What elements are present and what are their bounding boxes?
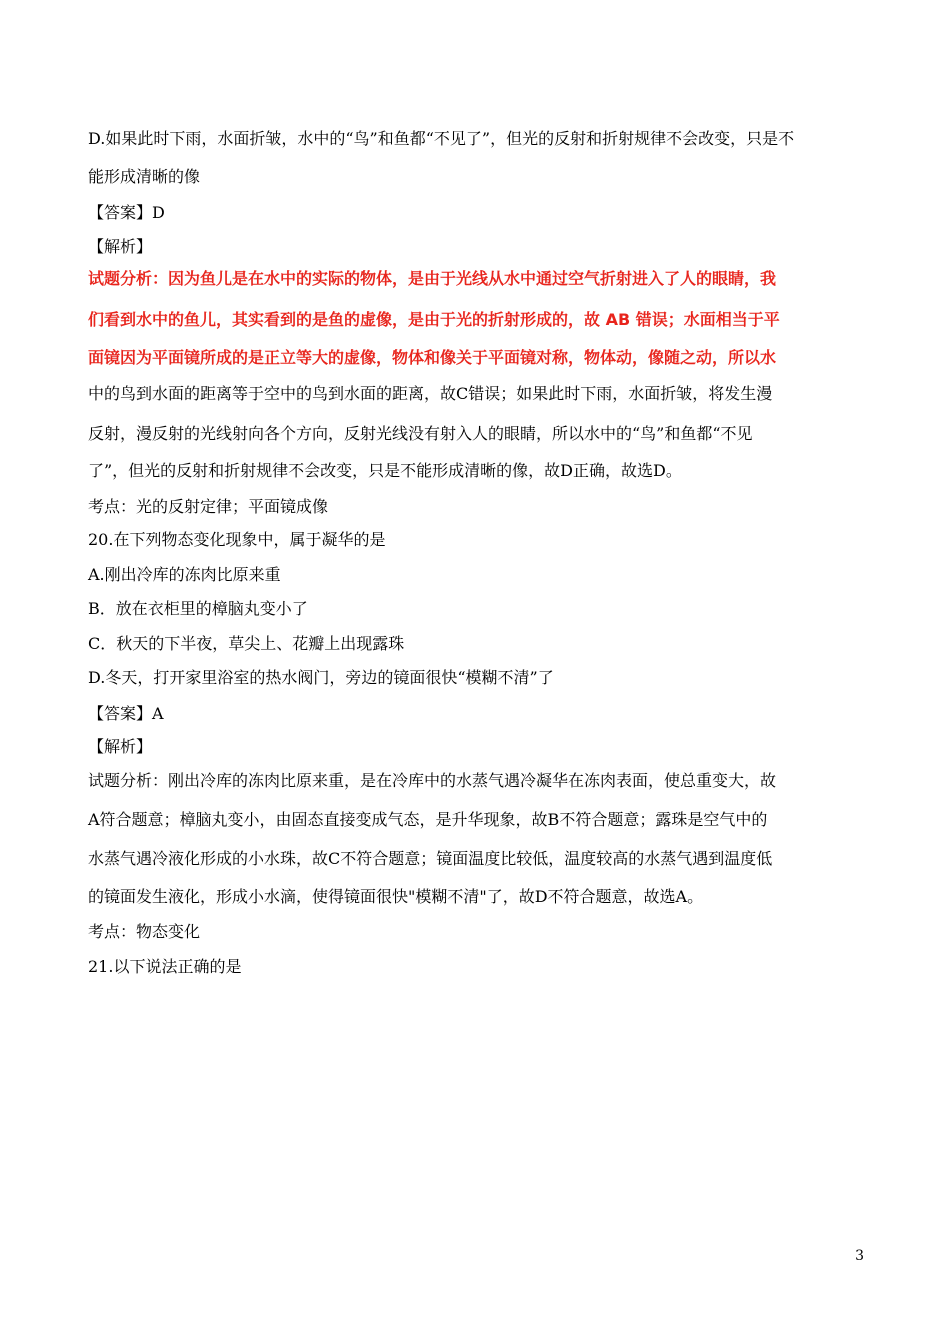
q20-analysis-line: 试题分析：刚出冷库的冻肉比原来重，是在冷库中的水蒸气遇冷凝华在冻肉表面，使总重变大，故 <box>88 771 777 790</box>
q19-analysis-line: 反射，漫反射的光线射向各个方向，反射光线没有射入人的眼睛，所以水中的“鸟”和鱼都“不见 <box>88 424 753 443</box>
q20-option-b: B．放在衣柜里的樟脑丸变小了 <box>88 599 308 618</box>
q20-analysis-line: 的镜面发生液化，形成小水滴，使得镜面很快"模糊不清"了，故D不符合题意，故选A。 <box>88 887 704 906</box>
q19-analysis-red-line: 们看到水中的鱼儿，其实看到的是鱼的虚像，是由于光的折射形成的，故 AB 错误；水面相当于平 <box>88 310 780 329</box>
q19-analysis-heading: 【解析】 <box>88 237 153 256</box>
q19-option-d-line2: 能形成清晰的像 <box>88 167 201 186</box>
q20-analysis-line: 水蒸气遇冷液化形成的小水珠，故C不符合题意；镜面温度比较低，温度较高的水蒸气遇到温度低 <box>88 849 773 868</box>
q20-answer: 【答案】A <box>88 704 164 723</box>
q19-kaodian: 考点：光的反射定律；平面镜成像 <box>88 497 329 516</box>
q19-answer: 【答案】D <box>88 203 165 222</box>
q19-analysis-line: 中的鸟到水面的距离等于空中的鸟到水面的距离，故C错误；如果此时下雨，水面折皱，将发生漫 <box>88 384 773 403</box>
q20-option-d: D.冬天，打开家里浴室的热水阀门，旁边的镜面很快“模糊不清”了 <box>88 668 554 687</box>
q20-option-c: C．秋天的下半夜，草尖上、花瓣上出现露珠 <box>88 634 405 653</box>
q20-analysis-heading: 【解析】 <box>88 737 153 756</box>
q19-option-d-line1: D.如果此时下雨，水面折皱，水中的“鸟”和鱼都“不见了”，但光的反射和折射规律不会改变，只是不 <box>88 129 795 148</box>
q20-kaodian: 考点：物态变化 <box>88 922 201 941</box>
q20-question: 20.在下列物态变化现象中，属于凝华的是 <box>88 530 386 549</box>
q19-analysis-red-line: 试题分析：因为鱼儿是在水中的实际的物体，是由于光线从水中通过空气折射进入了人的眼睛，我 <box>88 269 777 288</box>
q21-question: 21.以下说法正确的是 <box>88 957 242 976</box>
q20-option-a: A.刚出冷库的冻肉比原来重 <box>88 565 281 584</box>
q20-analysis-line: A符合题意；樟脑丸变小，由固态直接变成气态，是升华现象，故B不符合题意；露珠是空气中的 <box>88 810 768 829</box>
page-number: 3 <box>855 1248 864 1264</box>
q19-analysis-red-line: 面镜因为平面镜所成的是正立等大的虚像，物体和像关于平面镜对称，物体动，像随之动，所以水 <box>88 348 777 367</box>
q19-analysis-line: 了”，但光的反射和折射规律不会改变，只是不能形成清晰的像，故D正确，故选D。 <box>88 461 682 480</box>
